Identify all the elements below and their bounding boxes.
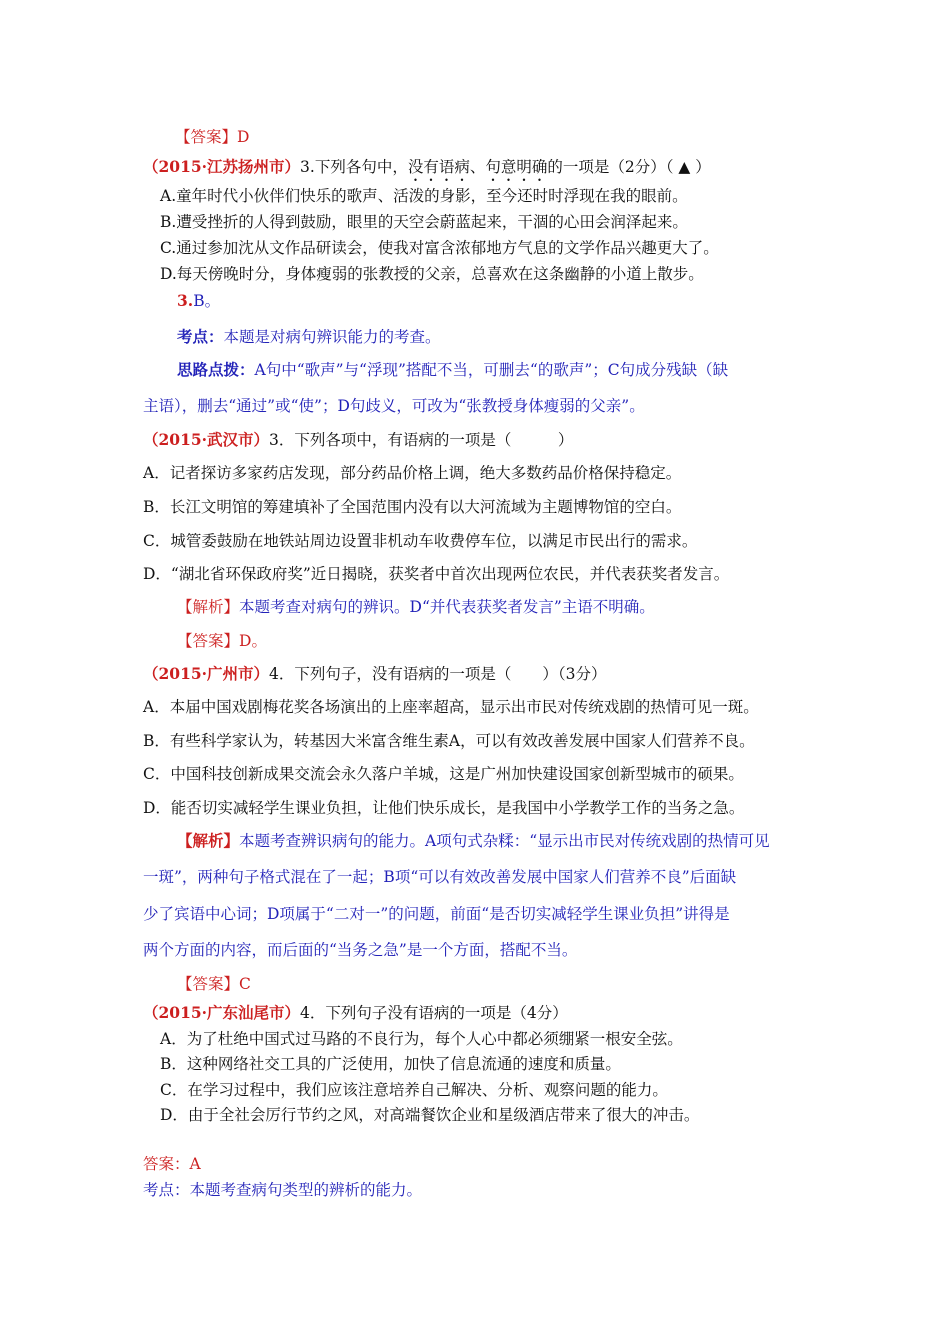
question-source: （2015·江苏扬州市） bbox=[143, 157, 301, 176]
option-c: C．城管委鼓励在地铁站周边设置非机动车收费停车位，以满足市民出行的需求。 bbox=[143, 532, 698, 550]
answer-label: 【答案】D bbox=[175, 128, 250, 146]
answer-label: 【答案】C bbox=[177, 975, 251, 993]
analysis-line-2: 一斑”，两种句子格式混在了一起；B项“可以有效改善发展中国家人们营养不良”后面缺 bbox=[143, 868, 737, 886]
question-heading: （2015·广州市）4．下列句子，没有语病的一项是（ ）（3分） bbox=[143, 664, 607, 683]
question-source: （2015·广州市） bbox=[143, 664, 270, 683]
question-heading: （2015·广东汕尾市）4．下列句子没有语病的一项是（4分） bbox=[143, 1003, 568, 1022]
option-b: B．这种网络社交工具的广泛使用，加快了信息流通的速度和质量。 bbox=[160, 1055, 621, 1073]
analysis-line-3: 少了宾语中心词；D项属于“二对一”的问题，前面“是否切实减轻学生课业负担”讲得是 bbox=[143, 905, 730, 923]
silu-line-2: 主语），删去“通过”或“使”；D句歧义，可改为“张教授身体瘦弱的父亲”。 bbox=[143, 397, 645, 415]
option-d: D.每天傍晚时分，身体瘦弱的张教授的父亲，总喜欢在这条幽静的小道上散步。 bbox=[160, 265, 704, 283]
option-c: C．中国科技创新成果交流会永久落户羊城，这是广州加快建设国家创新型城市的硕果。 bbox=[143, 765, 744, 783]
option-d: D．由于全社会厉行节约之风，对高端餐饮企业和星级酒店带来了很大的冲击。 bbox=[160, 1106, 700, 1124]
option-c: C.通过参加沈从文作品研读会，使我对富含浓郁地方气息的文学作品兴趣更大了。 bbox=[160, 239, 719, 257]
option-a: A．为了杜绝中国式过马路的不良行为，每个人心中都必须绷紧一根安全弦。 bbox=[160, 1030, 683, 1048]
option-d: D．“湖北省环保政府奖”近日揭晓，获奖者中首次出现两位农民，并代表获奖者发言。 bbox=[143, 565, 730, 583]
option-a: A．记者探访多家药店发现，部分药品价格上调，绝大多数药品价格保持稳定。 bbox=[143, 464, 682, 482]
question-heading: （2015·江苏扬州市）3.下列各句中，没有语病、句意明确的一项是（2分）（ ▲ ） bbox=[143, 157, 711, 176]
kaodian: 考点：本题是对病句辨识能力的考查。 bbox=[177, 327, 441, 346]
question-source: （2015·广东汕尾市） bbox=[143, 1003, 301, 1022]
option-a: A.童年时代小伙伴们快乐的歌声、活泼的身影，至今还时时浮现在我的眼前。 bbox=[160, 187, 688, 205]
question-source: （2015·武汉市） bbox=[143, 430, 270, 449]
option-a: A．本届中国戏剧梅花奖各场演出的上座率超高，显示出市民对传统戏剧的热情可见一斑。 bbox=[143, 698, 759, 716]
silu-line-1: 思路点拨：A句中“歌声”与“浮现”搭配不当，可删去“的歌声”；C句成分残缺（缺 bbox=[177, 360, 729, 379]
answer-label: 【答案】D。 bbox=[177, 632, 267, 650]
analysis-line-4: 两个方面的内容，而后面的“当务之急”是一个方面，搭配不当。 bbox=[143, 941, 578, 959]
emphasized-text: 没有语病、句意明确 bbox=[407, 158, 548, 176]
option-b: B．长江文明馆的筹建填补了全国范围内没有以大河流域为主题博物馆的空白。 bbox=[143, 498, 682, 516]
option-b: B.遭受挫折的人得到鼓励，眼里的天空会蔚蓝起来，干涸的心田会润泽起来。 bbox=[160, 213, 688, 231]
option-b: B．有些科学家认为，转基因大米富含维生素A，可以有效改善发展中国家人们营养不良。 bbox=[143, 732, 755, 750]
analysis: 【解析】本题考查对病句的辨识。D“并代表获奖者发言”主语不明确。 bbox=[177, 598, 655, 616]
answer-text: 3.B。 bbox=[177, 291, 221, 310]
analysis-line-1: 【解析】本题考查辨识病句的能力。A项句式杂糅：“显示出市民对传统戏剧的热情可见 bbox=[177, 831, 770, 850]
option-d: D．能否切实减轻学生课业负担，让他们快乐成长，是我国中小学教学工作的当务之急。 bbox=[143, 799, 745, 817]
question-heading: （2015·武汉市）3．下列各项中，有语病的一项是（ ） bbox=[143, 430, 574, 449]
option-c: C．在学习过程中，我们应该注意培养自己解决、分析、观察问题的能力。 bbox=[160, 1081, 668, 1099]
kaodian-line: 考点：本题考查病句类型的辨析的能力。 bbox=[143, 1181, 423, 1199]
answer-line: 答案：A bbox=[143, 1155, 201, 1173]
